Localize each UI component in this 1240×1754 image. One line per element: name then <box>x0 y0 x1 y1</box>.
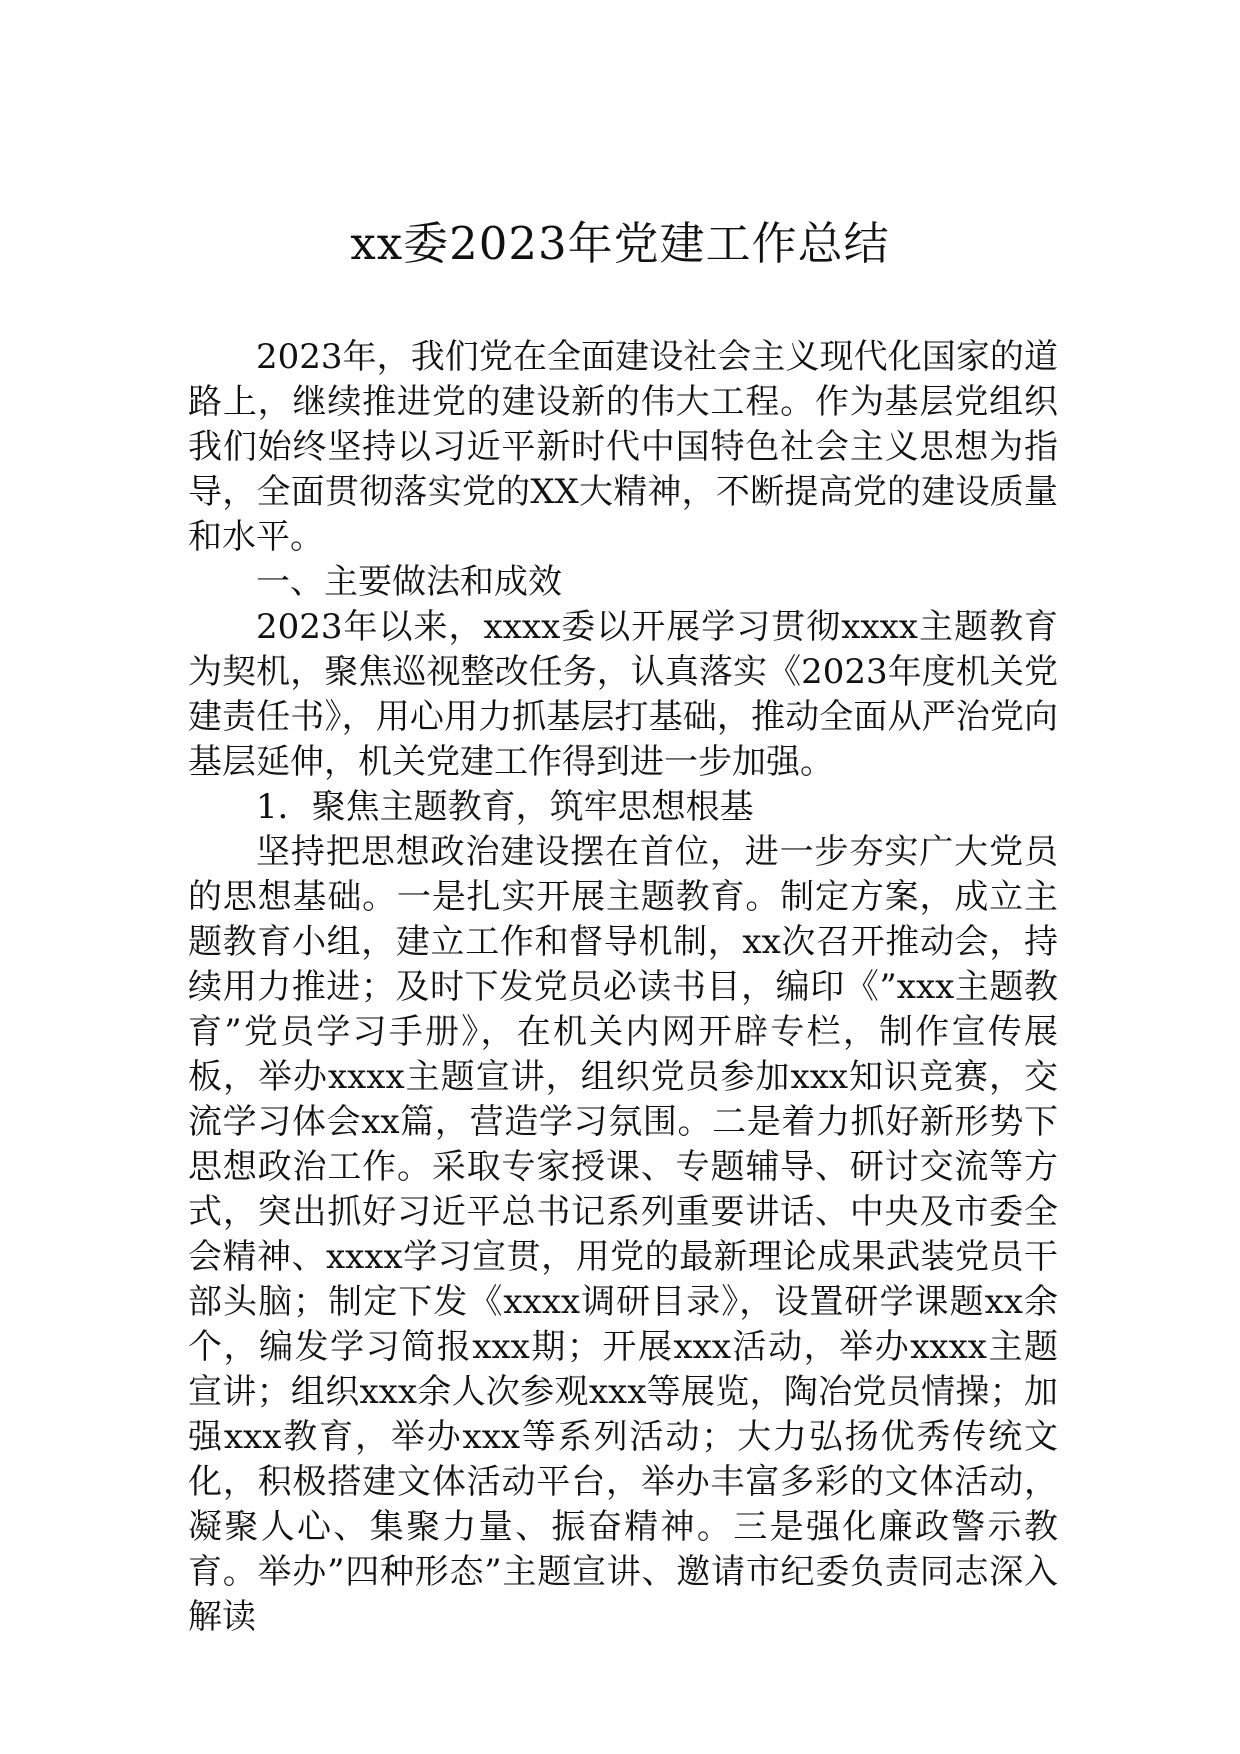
document-body <box>188 335 1058 1640</box>
section-heading: 一、主要做法和成效 <box>256 562 562 602</box>
section-paragraph: 2023年以来，xxxx委以开展学习贯彻xxxx主题教育为契机，聚焦巡视整改任务，认真落实《2023年度机关党建责任书》，用心用力抓基层打基础，推动全面从严治党向基层延伸，机关党建工作得到进一步加强。 <box>188 607 1058 782</box>
subsection-heading: 1．聚焦主题教育，筑牢思想根基 <box>256 787 754 827</box>
document-title: xx委2023年党建工作总结 <box>350 217 890 270</box>
intro-paragraph: 2023年，我们党在全面建设社会主义现代化国家的道路上，继续推进党的建设新的伟大工程。作为基层党组织我们始终坚持以习近平新时代中国特色社会主义思想为指导，全面贯彻落实党的XX大精神，不断提高党的建设质量和水平。 <box>188 337 1058 557</box>
subsection-paragraph: 坚持把思想政治建设摆在首位，进一步夯实广大党员的思想基础。一是扎实开展主题教育。制定方案，成立主题教育小组，建立工作和督导机制，xx次召开推动会，持续用力推进；及时下发党员必读书目，编印《”xxx主题教育”党员学习手册》，在机关内网开辟专栏，制作宣传展板，举办xxxx主题宣讲，组织党员参加xxx知识竞赛，交流学习体会xx篇，营造学习氛围。二是着力抓好新形势下思想政治工作。采取专家授课、专题辅导、研讨交流等方式，突出抓好习近平总书记系列重要讲话、中央及市委全会精神、xxxx学习宣贯，用党的最新理论成果武装党员干部头脑；制定下发《xxxx调研目录》，设置研学课题xx余个，编发学习简报xxx期；开展xxx活动，举办xxxx主题宣讲；组织xxx余人次参观xxx等展览，陶冶党员情操；加强xxx教育，举办xxx等系列活动；大力弘扬优秀传统文化，积极搭建文体活动平台，举办丰富多彩的文体活动，凝聚人心、集聚力量、振奋精神。三是强化廉政警示教育。举办”四种形态”主题宣讲、邀请市纪委负责同志深入解读 <box>188 832 1058 1637</box>
